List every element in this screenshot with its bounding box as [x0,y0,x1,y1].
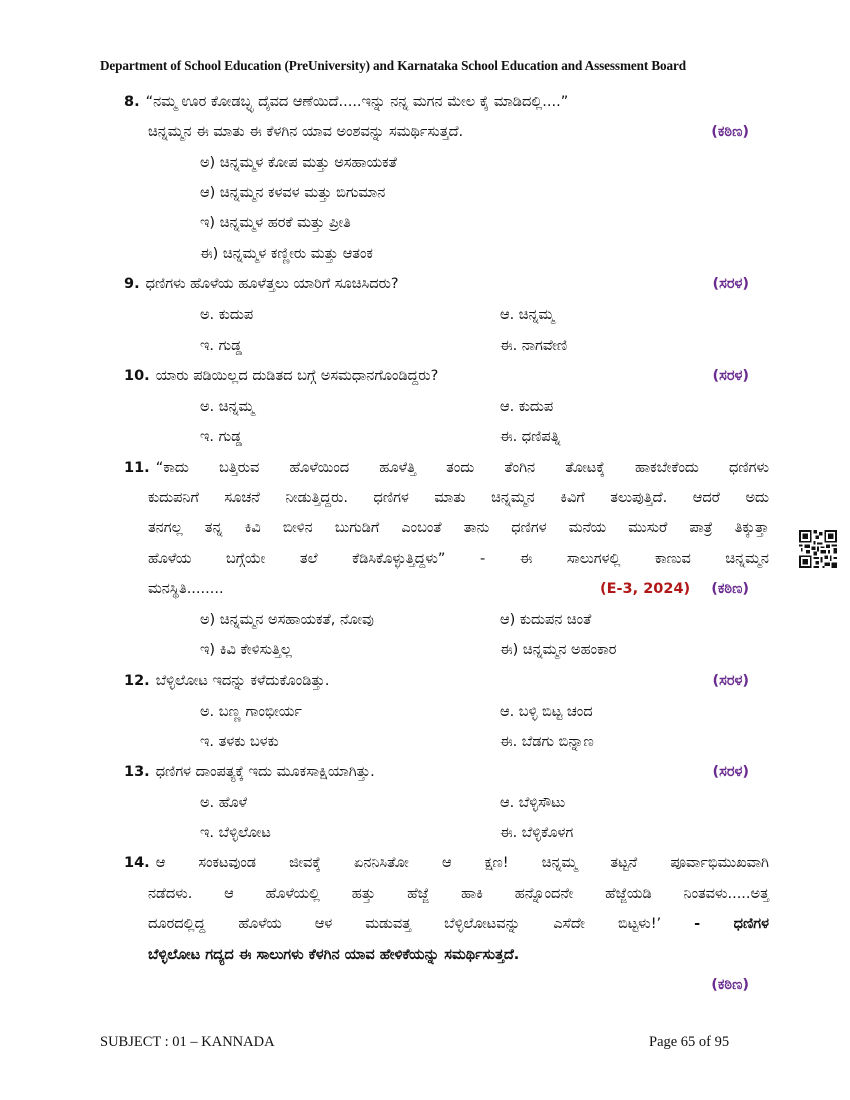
difficulty-label: (ಸರಳ) [712,276,749,292]
difficulty-label: (ಕಠಿಣ) [711,977,749,993]
option: ಅ) ಚಿನ್ನಮ್ಮಳ ಕೋಪ ಮತ್ತು ಅಸಹಾಯಕತೆ [200,155,397,171]
option: ಆ) ಕುದುಪನ ಚಿಂತೆ [500,612,592,628]
difficulty-label: (ಸರಳ) [712,764,749,780]
footer-subject: SUBJECT : 01 – KANNADA [100,1034,275,1050]
option: ಅ. ಚಿನ್ನಮ್ಮ [200,399,255,415]
qr-code-icon [799,530,837,568]
question-12: 12. ಬೆಳ್ಳಿಲೋಟ ಇದನ್ನು ಕಳೆದುಕೊಂಡಿತ್ತು. [124,673,330,689]
question-8-line-2: ಚಿನ್ನಮ್ಮನ ಈ ಮಾತು ಈ ಕೆಳಗಿನ ಯಾವ ಅಂಶವನ್ನು ಸಮರ್ಥಿಸುತ್ತದೆ. [148,124,464,140]
difficulty-label: (ಸರಳ) [712,368,749,384]
option: ಈ) ಚಿನ್ನಮ್ಮನ ಅಹಂಕಾರ [500,642,617,658]
page-header: Department of School Education (PreUniversity) and Karnataka School Education and Assessment Board [100,58,686,73]
question-11-line-2: ಕುದುಪನಿಗೆ ಸೂಚನೆ ನೀಡುತ್ತಿದ್ದರು. ಧಣಿಗಳ ಮಾತು ಚಿನ್ನಮ್ಮನ ಕಿವಿಗೆ ತಲುಪುತ್ತಿದೆ. ಆದರೆ ಅದು [148,490,769,506]
difficulty-label: (ಕಠಿಣ) [711,581,749,597]
option: ಆ. ಬಳ್ಳಿ ಬಿಟ್ಟ ಚಂದ [500,704,593,720]
option: ಇ. ಬೆಳ್ಳಿಲೋಟ [200,825,271,841]
question-11-line-5: ಮನಸ್ಥಿತಿ........ [148,581,224,597]
question-8-line-1: 8. “ನಮ್ಮ ಊರ ಕೋಡಬ್ಳ್ಳ ದೈವದ ಆಣೆಯಿದೆ.....ಇನ್ನು ನನ್ನ ಮಗನ ಮೇಲ ಕೈ ಮಾಡಿದಲ್ಲಿ....” [124,94,569,110]
question-number: 12. [124,673,150,689]
option: ಅ. ಬಣ್ಣ ಗಾಂಭೀರ್ಯ [200,704,302,720]
question-number: 13. [124,764,150,780]
bold-text: - ಧಣಿಗಳ [694,916,770,932]
option: ಅ. ಕುದುಪ [200,307,254,323]
option: ಈ) ಚಿನ್ನಮ್ಮಳ ಕಣ್ಣೀರು ಮತ್ತು ಆತಂಕ [200,246,373,262]
question-10: 10. ಯಾರು ಪಡಿಯಿಲ್ಲದ ದುಡಿತದ ಬಗ್ಗೆ ಅಸಮಧಾನಗೊಂಡಿದ್ದರು? [124,368,439,384]
option: ಅ) ಚಿನ್ನಮ್ಮನ ಅಸಹಾಯಕತೆ, ನೋವು [200,612,374,628]
option: ಆ. ಚಿನ್ನಮ್ಮ [500,307,555,323]
question-13: 13. ಧಣಿಗಳ ದಾಂಪತ್ಯಕ್ಕೆ ಇದು ಮೂಕಸಾಕ್ಷಿಯಾಗಿತ್ತು. [124,764,375,780]
footer-page-number: Page 65 of 95 [649,1034,730,1050]
question-9: 9. ಧಣಿಗಳು ಹೊಳೆಯ ಹೂಳೆತ್ತಲು ಯಾರಿಗೆ ಸೂಚಿಸಿದರು? [124,276,399,292]
question-number: 11. [124,460,150,476]
option: ಇ) ಕಿವಿ ಕೇಳಿಸುತ್ತಿಲ್ಲ [200,642,292,658]
option: ಈ. ಬೆಳ್ಳಿಕೊಳಗ [500,825,574,841]
option: ಇ) ಚಿನ್ನಮ್ಮಳ ಹರಕೆ ಮತ್ತು ಪ್ರೀತಿ [200,215,351,231]
exam-reference: (E-3, 2024) [600,581,691,597]
question-11-line-3: ತನಗಲ್ಲ ತನ್ನ ಕಿವಿ ಬೀಳಿನ ಬುಗುಡಿಗೆ ಎಂಬಂತೆ ತಾನು ಧಣಿಗಳ ಮನೆಯ ಮುಸುರೆ ಪಾತ್ರೆ ತಿಕ್ಕುತ್ತಾ [148,520,769,536]
question-number: 10. [124,368,150,384]
question-11-line-4: ಹೊಳೆಯ ಬಗ್ಗೆಯೇ ತಲೆ ಕೆಡಿಸಿಕೊಳ್ಳುತ್ತಿದ್ದಳು” - ಈ ಸಾಲುಗಳಲ್ಲಿ ಕಾಣುವ ಚಿನ್ನಮ್ಮನ [148,551,769,567]
option: ಇ. ಗುಡ್ಡ [200,429,242,445]
option: ಆ. ಕುದುಪ [500,399,554,415]
question-14-line-2: ನಡೆದಳು. ಆ ಹೊಳೆಯಲ್ಲಿ ಹತ್ತು ಹೆಜ್ಜೆ ಹಾಕಿ ಹನ್ನೊಂದನೇ ಹೆಜ್ಜೆಯಡಿ ನಿಂತವಳು.....ಅತ್ತ [148,886,769,902]
option: ಆ) ಚಿನ್ನಮ್ಮನ ಕಳವಳ ಮತ್ತು ಬಿಗುಮಾನ [200,185,386,201]
question-number: 8. [124,94,140,110]
question-14-line-4: ಬೆಳ್ಳಿಲೋಟ ಗದ್ಯದ ಈ ಸಾಲುಗಳು ಕೆಳಗಿನ ಯಾವ ಹೇಳಿಕೆಯನ್ನು ಸಮರ್ಥಿಸುತ್ತದೆ. [148,947,520,963]
option: ಈ. ನಾಗವೇಣಿ [500,338,568,354]
option: ಅ. ಹೊಳೆ [200,795,248,811]
question-11-line-1: 11. “ಕಾದು ಬತ್ತಿರುವ ಹೊಳೆಯಿಂದ ಹೂಳೆತ್ತಿ ತಂದು ತೆಂಗಿನ ತೋಟಕ್ಕೆ ಹಾಕಬೇಕೆಂದು ಧಣಿಗಳು [124,460,769,476]
difficulty-label: (ಕಠಿಣ) [711,124,749,140]
question-number: 9. [124,276,140,292]
question-14-line-3: ದೂರದಲ್ಲಿದ್ದ ಹೊಳೆಯ ಆಳ ಮಡುವತ್ತ ಬೆಳ್ಳಿಲೋಟವನ್ನು ಎಸೆದೇ ಬಿಟ್ಟಳು!’ - ಧಣಿಗಳ [148,916,770,932]
option: ಈ. ಬೆಡಗು ಬಿನ್ನಾಣ [500,734,594,750]
difficulty-label: (ಸರಳ) [712,673,749,689]
question-number: 14. [124,855,150,871]
option: ಇ. ತಳಕು ಬಳಕು [200,734,279,750]
option: ಇ. ಗುಡ್ಡ [200,338,242,354]
option: ಆ. ಬೆಳ್ಳಿಸೌಟು [500,795,566,811]
question-14-line-1: 14. ಆ ಸಂಕಟವುಂಡ ಜೀವಕ್ಕೆ ಏನನಿಸಿತೋ ಆ ಕ್ಷಣ! ಚಿನ್ನಮ್ಮ ತಟ್ಟನೆ ಪೂರ್ವಾಭಿಮುಖವಾಗಿ [124,855,769,871]
option: ಈ. ಧಣಿಪತ್ನಿ [500,429,561,445]
